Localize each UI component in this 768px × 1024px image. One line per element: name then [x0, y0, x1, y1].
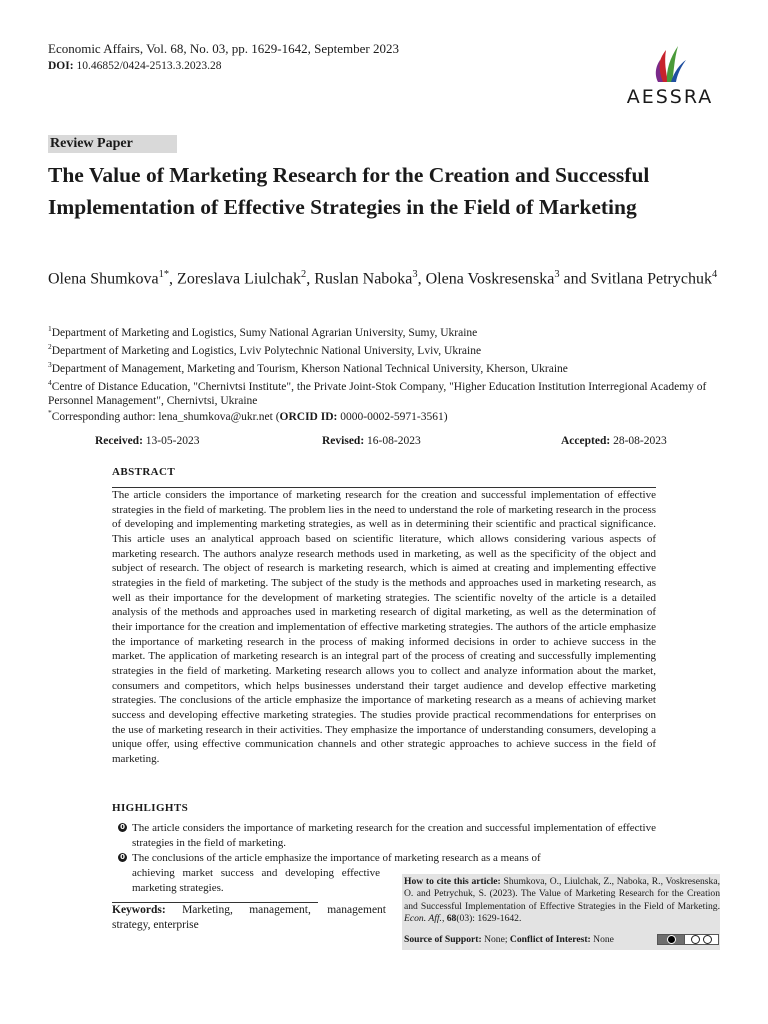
conflict-label: Conflict of Interest: — [509, 934, 591, 945]
conflict-value: None — [593, 934, 614, 945]
logo-text: AESSRA — [626, 86, 714, 108]
keywords — [112, 903, 386, 932]
keywords-text: Marketing, management, management strategy, enterprise — [112, 904, 386, 931]
author-sup: 4 — [711, 269, 718, 280]
author-list: Olena Shumkova$^{1*}$, Zoreslava Liulchak$^2$, Ruslan Naboka$^3$, Olena Voskresenska$^3$ and Svitlana Petrychuk$^4$ — [48, 269, 718, 288]
received-value: 13-05-2023 — [145, 435, 200, 447]
author-name: Olena Shumkova — [48, 270, 159, 288]
support-value: None; — [484, 934, 508, 945]
corresponding-author: *Corresponding author: lena_shumkova@ukr.net (ORCID ID: 0000-0002-5971-3561) — [48, 408, 448, 423]
support-line — [404, 934, 614, 945]
highlights-heading: HIGHLIGHTS — [112, 802, 189, 814]
doi-value[interactable]: 10.46852/0424-2513.3.2023.28 — [76, 60, 222, 72]
keywords-label: Keywords: — [112, 904, 166, 916]
citation-reference: Shumkova, O., Liulchak, Z., Naboka, R., Voskresenska, O. and Petrychuk, S. (2023). The Value of Marketing Research for the Creation and Successful Implementation of Effective Strategies in the Field of Marketing. — [404, 876, 720, 912]
journal-citation-line: Economic Affairs, Vol. 68, No. 03, pp. 1629-1642, September 2023 — [48, 41, 399, 56]
paper-title: The Value of Marketing Research for the Creation and Successful Implementation of Effective Strategies in the Field of Marketing — [48, 163, 650, 219]
doi-line — [48, 60, 221, 72]
author-name: Zoreslava Liulchak — [177, 270, 301, 288]
citation-journal: Econ. Aff. — [404, 913, 442, 925]
highlight-bullet-icon: 0 — [118, 823, 127, 832]
corresponding-sup: * — [48, 408, 52, 417]
affiliation-text: Centre of Distance Education, "Chernivtsi Institute", the Private Joint-Stok Company, "Higher Education Institution Interregional Academy of Personnel Management", Chernivtsi, Ukraine — [48, 380, 707, 408]
affiliation-item — [48, 322, 728, 340]
author-sup: 3 — [412, 269, 418, 280]
cc-nc-icon — [703, 935, 712, 944]
affiliation-sup: 1 — [48, 324, 52, 333]
affiliation-item — [48, 376, 728, 408]
accepted-date — [561, 435, 667, 447]
affiliation-list — [48, 322, 728, 408]
affiliation-item — [48, 358, 728, 376]
affiliation-text: Department of Marketing and Logistics, Sumy National Agrarian University, Sumy, Ukraine — [51, 326, 478, 339]
citation-pages: (03): 1629-1642. — [456, 913, 522, 925]
revised-value: 16-08-2023 — [367, 435, 421, 447]
affiliation-sup: 2 — [48, 342, 52, 352]
abstract-text: The article considers the importance of marketing research for the creation and successful implementation of effective strategies in the field of marketing. The problem lies in the need to understand the role of marketing research in the process of developing and implementing marketing strategies, as well as in determining their scientific and practical significance. This article uses an analytical approach based on scientific literature, which allows considering various aspects of marketing research. The authors analyze research methods used in marketing, as well as the specificity of the object and subject of research. The object of research is marketing research, which is aimed at creating and implementing effective strategies in the field of marketing. The subject of the study is the methods and approaches used in marketing research, as well as their importance for the development of marketing strategies. The scientific novelty of the article is a detailed analysis of the methods and approaches used in marketing research of digital marketing, as well as the determination of their importance for the creation and implementation of effective marketing strategies. The authors of the article emphasize the importance of marketing research in the process of making informed decisions in order to achieve success in the market. The application of marketing research is an integral part of the process of creating and successfully implementing strategies in the field of marketing. Marketing research allows you to collect and analyze information about the market, consumers and competitors, which helps businesses understand their target audience and develop effective marketing strategies. The conclusions of the article emphasize the importance of marketing research as a means of achieving market success and developing effective marketing strategies. The studies provide practical recommendations for enterprises on the use of marketing research in their activities. They emphasize the importance of understanding consumers, developing a unique offer, using effective communication channels and other strategic approaches to achieve success in the field of marketing. — [112, 489, 656, 765]
citation-text: How to cite this article: Shumkova, O., Liulchak, Z., Naboka, R., Voskresenska, O. and Petrychuk, S. (2023). The Value of Marketing Research for the Creation and Successful Implementation of Effective Strategies in the Field of Marketing. Econ. Aff., 68(03): 1629-1642. — [404, 876, 720, 925]
cc-attribution-icons — [685, 935, 718, 944]
affiliation-text: Department of Management, Marketing and Tourism, Kherson National Technical University, Kherson, Ukraine — [51, 362, 568, 375]
accepted-label: Accepted: — [561, 435, 611, 447]
affiliation-sup: 3 — [48, 360, 52, 370]
citation-volume: 68 — [446, 913, 457, 925]
affiliation-item — [48, 340, 728, 358]
highlight-item — [118, 851, 656, 866]
orcid-label: ORCID ID: — [279, 410, 338, 423]
author-sup: 1* — [158, 269, 170, 280]
author-name: Ruslan Naboka — [314, 270, 413, 288]
received-label: Received: — [95, 435, 143, 447]
affiliation-text: Department of Marketing and Logistics, Lviv Polytechnic National University, Lviv, Ukraine — [51, 344, 482, 357]
author-sup: 3 — [554, 269, 560, 280]
accepted-value: 28-08-2023 — [613, 435, 667, 447]
author-name: Svitlana Petrychuk — [590, 270, 712, 288]
paper-type-badge: Review Paper — [48, 135, 177, 153]
received-date — [95, 435, 199, 447]
cc-by-icon — [691, 935, 700, 944]
highlight-item-continuation — [118, 866, 380, 896]
highlight-text: The article considers the importance of marketing research for the creation and successful implementation of effective strategies in the field of marketing. — [132, 822, 656, 849]
creative-commons-license-icon[interactable] — [657, 934, 719, 945]
aessra-logo — [622, 44, 718, 108]
highlight-item — [118, 821, 656, 851]
doi-label: DOI: — [48, 60, 74, 72]
citation-box — [402, 874, 720, 950]
logo-flame-icon — [622, 44, 718, 88]
revised-label: Revised: — [322, 435, 365, 447]
orcid-value[interactable]: 0000-0002-5971-3561 — [340, 410, 444, 423]
highlight-text: The conclusions of the article emphasize the importance of marketing research as a means of — [132, 852, 541, 864]
corresponding-email[interactable]: Corresponding author: lena_shumkova@ukr.net — [51, 410, 273, 423]
affiliation-sup: 4 — [48, 378, 52, 388]
support-label: Source of Support: — [404, 934, 482, 945]
highlight-bullet-icon: 0 — [118, 853, 127, 862]
revised-date — [322, 435, 421, 447]
citation-label: How to cite this article: — [404, 876, 501, 887]
author-sup: 2 — [301, 269, 307, 280]
abstract-heading: ABSTRACT — [112, 466, 176, 478]
cc-logo-icon — [658, 935, 685, 944]
highlight-text: achieving market success and developing effective marketing strategies. — [132, 867, 380, 894]
author-name: Olena Voskresenska — [425, 270, 555, 288]
